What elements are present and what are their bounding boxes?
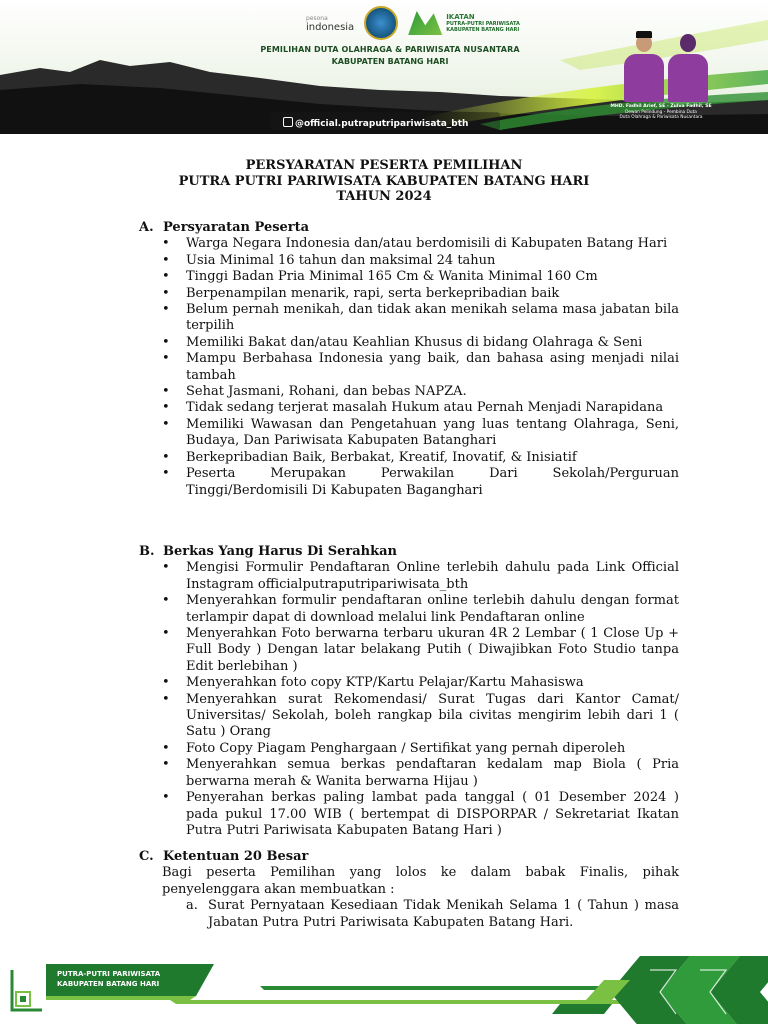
list-item: • Menyerahkan Foto berwarna terbaru ukuran 4R 2 Lembar ( 1 Close Up + Full Body ) Dengan latar belakang Putih ( Diwajibkan Foto Studio tanpa Edit berlebihan ) [139,626,679,675]
section-c-intro: Bagi peserta Pemilihan yang lolos ke dalam babak Finalis, pihak penyelenggara akan membuatkan : [162,865,679,897]
section-b [139,544,679,839]
banner-title: PEMILIHAN DUTA OLAHRAGA & PARIWISATA NUSANTARA [260,45,520,54]
ikatan-mark-icon [408,11,442,35]
list-item: • Sehat Jasmani, Rohani, dan bebas NAPZA. [139,384,679,400]
footer-banner [0,940,768,1024]
section-c-sublist [139,898,679,931]
list-item: • Belum pernah menikah, dan tidak akan menikah selama masa jabatan bila terpilih [139,302,679,335]
sub-list-item: a. Surat Pernyataan Kesediaan Tidak Menikah Selama 1 ( Tahun ) masa Jabatan Putra Putri Pariwisata Kabupaten Batang Hari. [186,898,679,930]
list-item: • Mengisi Formulir Pendaftaran Online terlebih dahulu pada Link Official Instagram officialputraputripariwisata_bth [139,560,679,593]
list-item: • Berpenampilan menarik, rapi, serta berkepribadian baik [139,286,679,302]
section-a-list [139,236,679,499]
section-c-heading: C. Ketentuan 20 Besar [139,849,309,864]
list-item: • Warga Negara Indonesia dan/atau berdomisili di Kabupaten Batang Hari [139,236,679,252]
officials-photo [612,30,722,102]
list-item: • Menyerahkan foto copy KTP/Kartu Pelajar/Kartu Mahasiswa [139,675,679,691]
list-item: • Foto Copy Piagam Penghargaan / Sertifikat yang pernah diperoleh [139,741,679,757]
header-logos [306,6,520,40]
list-item: • Menyerahkan semua berkas pendaftaran kedalam map Biola ( Pria berwarna merah & Wanita berwarna Hijau ) [139,757,679,790]
officials-caption: MHD. Fadhil Arief, SE - Zulva Fadhil, SE Dewan Pelindung - Pembina Duta Duta Olahraga & Pariwisata Nusantara [610,104,712,120]
title-line-3: TAHUN 2024 [336,189,432,204]
section-a-heading: A. Persyaratan Peserta [139,220,310,235]
ikatan-logo: IKATAN PUTRA-PUTRI PARIWISATA KABUPATEN BATANG HARI [408,11,520,35]
list-item: • Menyerahkan formulir pendaftaran online terlebih dahulu dengan format terlampir dapat di download melalui link Pendaftaran online [139,593,679,626]
list-item: • Penyerahan berkas paling lambat pada tanggal ( 01 Desember 2024 ) pada pukul 17.00 WIB ( bertempat di DISPORPAR / Sekretariat Ikatan Putra Putri Pariwisata Kabupaten Batang Hari ) [139,790,679,839]
regency-emblem-icon [364,6,398,40]
header-banner [0,0,768,134]
title-line-2: PUTRA PUTRI PARIWISATA KABUPATEN BATANG HARI [178,173,590,189]
pesona-indonesia-logo: pesona indonesia [306,14,355,33]
instagram-icon [283,117,293,127]
section-b-heading: B. Berkas Yang Harus Di Serahkan [139,544,397,559]
list-item: • Berkepribadian Baik, Berbakat, Kreatif, Inovatif, & Inisiatif [139,450,679,466]
document-title [0,158,768,205]
list-item: • Usia Minimal 16 tahun dan maksimal 24 tahun [139,253,679,269]
list-item: • Memiliki Bakat dan/atau Keahlian Khusus di bidang Olahraga & Seni [139,335,679,351]
section-a [139,220,679,499]
official-woman-figure [668,34,708,102]
footer-label: PUTRA-PUTRI PARIWISATA KABUPATEN BATANG HARI [57,970,161,988]
list-item: • Menyerahkan surat Rekomendasi/ Surat Tugas dari Kantor Camat/ Universitas/ Sekolah, boleh rangkap bila civitas mengirim lebih dari 1 ( Satu ) Orang [139,692,679,741]
list-item: • Memiliki Wawasan dan Pengetahuan yang luas tentang Olahraga, Seni, Budaya, Dan Pariwisata Kabupaten Batanghari [139,417,679,450]
banner-subtitle: KABUPATEN BATANG HARI [331,57,449,66]
instagram-handle: @official.putraputripariwisata_bth [283,117,468,129]
title-line-1: PERSYARATAN PESERTA PEMILIHAN [245,158,523,173]
list-item: • Tidak sedang terjerat masalah Hukum atau Pernah Menjadi Narapidana [139,400,679,416]
list-item: • Peserta Merupakan Perwakilan Dari Sekolah/Perguruan Tinggi/Berdomisili Di Kabupaten Baganghari [139,466,679,499]
section-b-list [139,560,679,839]
section-c [139,849,679,931]
list-item: • Mampu Berbahasa Indonesia yang baik, dan bahasa asing menjadi nilai tambah [139,351,679,384]
official-man-figure [624,31,664,102]
list-item: • Tinggi Badan Pria Minimal 165 Cm & Wanita Minimal 160 Cm [139,269,679,285]
